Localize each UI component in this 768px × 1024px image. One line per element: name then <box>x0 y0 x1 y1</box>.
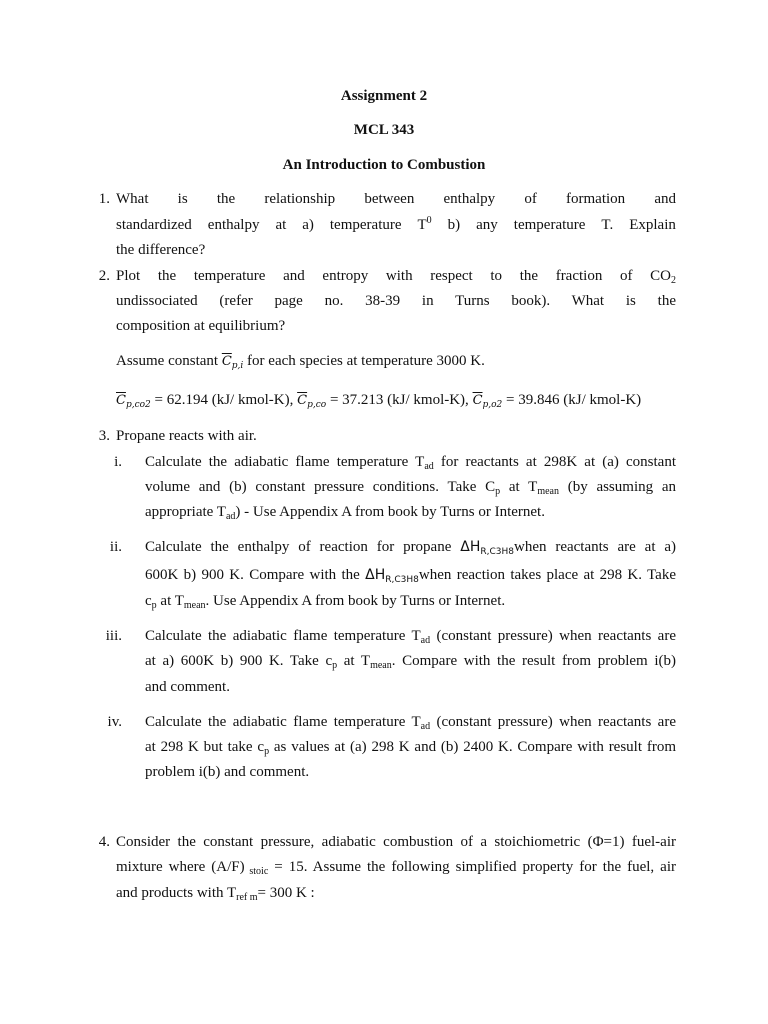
subscript: p <box>332 660 338 671</box>
q1-words-e: temperature <box>329 217 402 233</box>
cp-symbol: $\overline{C}$ <box>472 393 483 408</box>
text: for reactants at 298K at (a) constant <box>433 454 676 470</box>
q1-words-i: T. <box>601 217 614 233</box>
sub-question-label: iv. <box>107 714 122 730</box>
question-number: 4. <box>98 834 110 850</box>
q1-words-b: enthalpy <box>207 217 260 233</box>
q1-words-c: at <box>275 217 287 233</box>
subscript: R,C3H8 <box>480 547 514 557</box>
text: (constant pressure) when reactants are <box>430 628 676 644</box>
cp-symbol: $\overline{C}$ <box>297 393 308 408</box>
cp-value: = 39.846 (kJ/ kmol-K) <box>502 392 642 408</box>
subscript: stoic <box>244 866 269 877</box>
q1-word: enthalpy <box>443 191 496 207</box>
text: when reaction takes place at 298 K. Take <box>418 567 677 583</box>
question-1-line-1 <box>116 191 676 208</box>
subscript: mean <box>183 600 206 611</box>
q1-words-j: Explain <box>629 217 676 233</box>
sub-question-i-line-2 <box>145 479 676 496</box>
text: at T <box>500 479 538 495</box>
subscript: p <box>264 746 270 757</box>
sub-question-label: i. <box>114 454 122 470</box>
question-number: 3. <box>98 428 110 444</box>
question-1-line-2 <box>116 217 676 234</box>
subscript: ad <box>424 461 434 472</box>
q1-words-a: standardized <box>116 217 192 233</box>
sub-question-ii-line-2 <box>145 567 676 584</box>
question-2-line-3: composition at equilibrium? <box>116 318 286 334</box>
course-subtitle: An Introduction to Combustion <box>282 157 486 173</box>
text: ) - Use Appendix A from book by Turns or Internet. <box>235 504 545 520</box>
q1-word: formation <box>566 191 626 207</box>
subscript: p <box>151 600 157 611</box>
cp-subscript: p,o2 <box>482 400 503 410</box>
q1-word: the <box>216 191 236 207</box>
subscript: mean <box>537 486 559 497</box>
sub-question-iv-line-1 <box>145 714 676 731</box>
sub-question-i-line-3 <box>145 504 545 521</box>
q1-word: between <box>364 191 415 207</box>
text: (by assuming an <box>558 479 676 495</box>
text: as values at (a) 298 K and (b) 2400 K. Compare with result from <box>269 739 676 755</box>
text: appropriate T <box>145 504 226 520</box>
q1-words-d: a) <box>302 217 314 233</box>
subscript: ad <box>420 635 431 646</box>
question-number: 2. <box>98 268 110 284</box>
cp-value: = 37.213 (kJ/ kmol-K), <box>326 392 473 408</box>
cp-symbol: $\overline{C}$ <box>221 354 232 369</box>
text: Calculate the enthalpy of reaction for propane <box>145 539 461 555</box>
text: and products with T <box>116 885 237 901</box>
q1-words-g: any <box>476 217 498 233</box>
superscript: 0 <box>426 215 432 226</box>
sub-question-i-line-1 <box>145 454 676 471</box>
q1-temp-t0: $T^0$ <box>417 215 432 233</box>
assume-text: Assume constant <box>116 353 222 369</box>
course-code: MCL 343 <box>353 122 415 138</box>
subscript: mean <box>370 660 392 671</box>
sub-question-ii-line-1 <box>145 539 676 556</box>
question-4-line-2 <box>116 859 676 876</box>
text: = 15. Assume the following simplified property for the fuel, air <box>268 859 676 875</box>
text: (constant pressure) when reactants are <box>430 714 676 730</box>
text: Calculate the adiabatic flame temperature T <box>145 714 421 730</box>
text: at 298 K but take c <box>145 739 265 755</box>
assignment-title: Assignment 2 <box>340 88 428 104</box>
assumption-line <box>116 353 485 370</box>
text: 600K b) 900 K. Compare with the <box>145 567 366 583</box>
delta-h-symbol: ΔH <box>365 567 386 583</box>
question-2-line-2: undissociated (refer page no. 38-39 in Turns book). What is the <box>116 293 676 309</box>
cp-subscript: p,i <box>231 361 244 371</box>
text: when reactants are at a) <box>513 539 677 555</box>
text: mixture where (A/F) <box>116 859 245 875</box>
sub-question-iii-line-2 <box>145 653 676 670</box>
q2-line1-text: Plot the temperature and entropy with respect to the fraction of CO <box>116 268 671 284</box>
subscript: ref m <box>236 892 258 903</box>
assume-text-2: for each species at temperature 3000 K. <box>243 353 485 369</box>
cp-values-line <box>116 392 641 409</box>
sub-question-iii-line-1 <box>145 628 676 645</box>
sub-question-iii-line-3: and comment. <box>145 679 230 695</box>
question-4-line-3 <box>116 885 315 902</box>
text: at T <box>156 593 184 609</box>
text: = 300 K : <box>257 885 315 901</box>
subscript: ad <box>225 511 236 522</box>
q1-words-h: temperature <box>513 217 586 233</box>
question-1-line-3: the difference? <box>116 242 206 258</box>
cp-subscript: p,co <box>307 400 327 410</box>
sub-question-label: iii. <box>105 628 122 644</box>
sub-question-label: ii. <box>109 539 122 555</box>
cp-symbol: $\overline{C}$ <box>116 393 126 408</box>
text: volume and (b) constant pressure conditions. Take C <box>145 479 496 495</box>
delta-h-symbol: ΔH <box>460 539 481 555</box>
sub-question-ii-line-3 <box>145 593 505 610</box>
q1-word: of <box>524 191 537 207</box>
text: Calculate the adiabatic flame temperature T <box>145 628 421 644</box>
q1-words-f: b) <box>447 217 461 233</box>
subscript: R,C3H8 <box>385 575 419 585</box>
text: . Use Appendix A from book by Turns or Internet. <box>205 593 506 609</box>
question-2-line-1 <box>116 268 676 285</box>
sub-question-iv-line-3: problem i(b) and comment. <box>145 764 310 780</box>
question-number: 1. <box>98 191 110 207</box>
text: at a) 600K b) 900 K. Take c <box>145 653 333 669</box>
subscript: 2 <box>671 275 676 286</box>
text: Calculate the adiabatic flame temperature T <box>145 454 425 470</box>
q1-word: What <box>116 191 149 207</box>
q1-word: relationship <box>264 191 336 207</box>
text: c <box>145 593 152 609</box>
question-3-intro: Propane reacts with air. <box>116 428 257 444</box>
q1-word: and <box>654 191 676 207</box>
subscript: p <box>495 486 501 497</box>
subscript: ad <box>420 721 431 732</box>
text: at T <box>337 653 371 669</box>
sub-question-iv-line-2 <box>145 739 676 756</box>
cp-value: = 62.194 (kJ/ kmol-K), <box>150 392 298 408</box>
question-4-line-1: Consider the constant pressure, adiabatic combustion of a stoichiometric (Φ=1) fuel-air <box>116 834 676 850</box>
text: . Compare with the result from problem i(b) <box>391 653 676 669</box>
cp-subscript: p,co2 <box>125 400 151 410</box>
q1-word: is <box>177 191 188 207</box>
